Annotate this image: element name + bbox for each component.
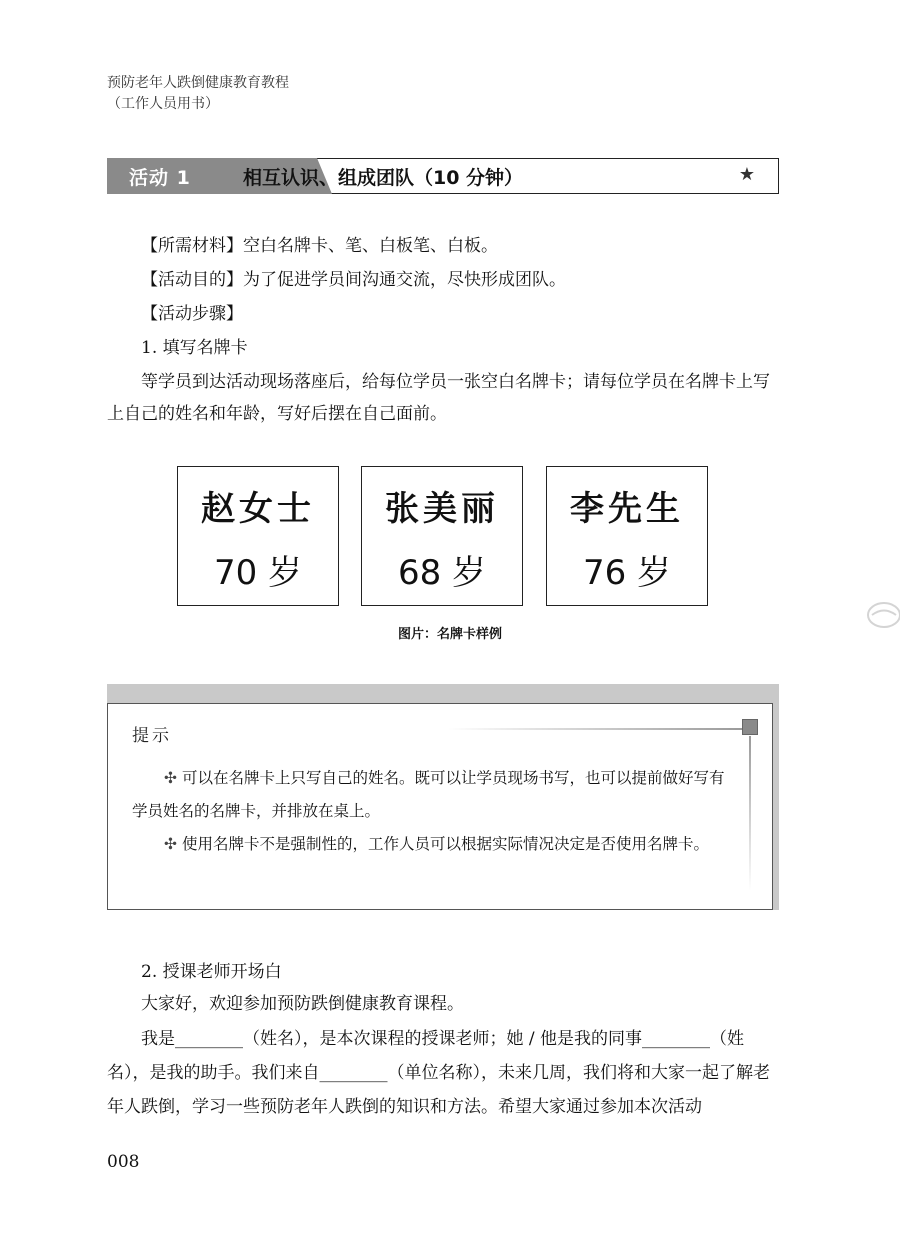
running-header-subtitle: （工作人员用书）: [107, 96, 219, 112]
materials-text: 空白名牌卡、笔、白板笔、白板。: [243, 236, 498, 256]
tip-divider: [448, 728, 743, 730]
purpose-text: 为了促进学员间沟通交流，尽快形成团队。: [243, 270, 566, 290]
tip-body: [132, 762, 734, 861]
star-icon: ★: [738, 164, 755, 185]
activity-title-bar: [107, 158, 779, 194]
name-card: [361, 466, 523, 606]
tip-item: ✣ 使用名牌卡不是强制性的，工作人员可以根据实际情况决定是否使用名牌卡。: [164, 835, 709, 853]
step2-line1: 大家好，欢迎参加预防跌倒健康教育课程。: [141, 994, 464, 1014]
name-card-name: 李先生: [570, 489, 684, 529]
steps-label: 【活动步骤】: [141, 304, 243, 324]
purpose-line: [107, 264, 813, 296]
tip-corner-decoration: [742, 719, 758, 735]
tip-box: [107, 703, 773, 910]
tip-vertical-divider: [749, 736, 751, 891]
step2-heading: 2. 授课老师开场白: [141, 962, 282, 982]
activity-tab-label: 活动 1: [129, 167, 191, 189]
tip-heading: 提示: [132, 726, 172, 746]
name-card-age: 68 岁: [397, 553, 487, 593]
step1-text: 等学员到达活动现场落座后，给每位学员一张空白名牌卡；请每位学员在名牌卡上写上自己的姓名和年龄，写好后摆在自己面前。: [107, 372, 770, 424]
page-number: 008: [107, 1152, 140, 1172]
edge-logo-icon: [860, 600, 900, 630]
activity-title: 相互认识、组成团队（10 分钟）: [243, 167, 524, 189]
figure-caption: 图片：名牌卡样例: [397, 627, 502, 642]
step2-line2: 我是________（姓名），是本次课程的授课老师；她 / 他是我的同事________（姓名），是我的助手。我们来自________（单位名称），未来几周，我们将和大家一起了解老年人跌倒，学习一些预防老年人跌倒的知识和方法。希望大家通过参加本次活动: [107, 1029, 770, 1117]
name-card-age: 70 岁: [213, 553, 303, 593]
bullet-icon: ✣: [164, 835, 177, 853]
running-header-title: 预防老年人跌倒健康教育教程: [107, 75, 289, 91]
name-card: [546, 466, 708, 606]
bullet-icon: ✣: [164, 769, 177, 787]
step1-heading: 1. 填写名牌卡: [141, 338, 248, 358]
materials-line: [107, 230, 813, 262]
purpose-label: 【活动目的】: [141, 270, 243, 290]
tip-item: ✣ 可以在名牌卡上只写自己的姓名。既可以让学员现场书写，也可以提前做好写有学员姓名的名牌卡，并排放在桌上。: [132, 769, 725, 820]
materials-label: 【所需材料】: [141, 236, 243, 256]
name-card-name: 赵女士: [201, 489, 315, 529]
name-card-age: 76 岁: [582, 553, 672, 593]
name-card-name: 张美丽: [385, 489, 499, 529]
name-card: [177, 466, 339, 606]
